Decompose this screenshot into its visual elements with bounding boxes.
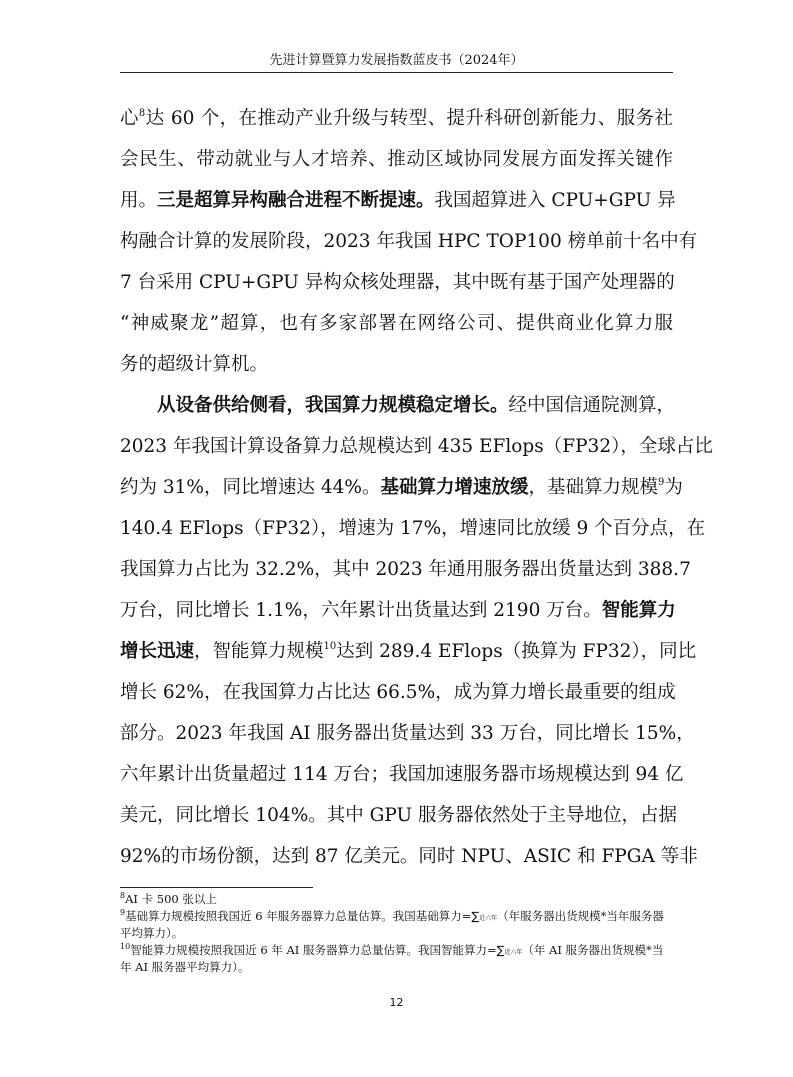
running-header-title: 先进计算暨算力发展指数蓝皮书（2024年） [269, 53, 524, 68]
text-line: 万台，同比增长 1.1%，六年累计出货量达到 2190 万台。智能算力 [120, 600, 676, 621]
text-line: 增长迅速，智能算力规模$^{10}$达到 289.4 EFlops（换算为 FP32），同比 [120, 641, 697, 662]
text-line: 部分。2023 年我国 AI 服务器出货量达到 33 万台，同比增长 15%， [120, 723, 695, 744]
paragraph-2 [120, 385, 713, 877]
bold-heading-intelligent-compute: 智能算力 [601, 600, 676, 621]
bold-heading-supercomputing: 三是超算异构融合进程不断提速。 [157, 190, 435, 211]
text-line: 2023 年我国计算设备算力总规模达到 435 EFlops（FP32），全球占比 [120, 436, 713, 457]
body-text [120, 98, 713, 877]
summation-symbol: ∑近六年 [471, 908, 498, 923]
text-line: 增长 62%，在我国算力占比达 66.5%，成为算力增长最重要的组成 [120, 682, 676, 703]
footnote-ref-9[interactable]: 9 [658, 477, 665, 488]
footnote-ref-10[interactable]: 10 [323, 641, 337, 652]
bold-heading-rapid-growth: 增长迅速 [120, 641, 195, 662]
text-line: 约为 31%，同比增速达 44%。基础算力增速放缓，基础算力规模$^9$为 [120, 477, 683, 498]
bold-heading-basic-compute: 基础算力增速放缓 [380, 477, 529, 498]
bold-heading-supply-side: 从设备供给侧看，我国算力规模稳定增长。 [157, 395, 509, 416]
header-rule [120, 72, 673, 73]
footnote-8: $^8$AI 卡 500 张以上 [120, 891, 217, 906]
paragraph-1 [120, 98, 698, 385]
footnote-ref-8[interactable]: 8 [138, 108, 146, 119]
footnote-10: $^{10}$智能算力规模按照我国近 6 年 AI 服务器算力总量估算。我国智能算力=∑近六年（年 AI 服务器出货规模*当年 AI 服务器平均算力）。 [120, 941, 664, 974]
text-line: 构融合计算的发展阶段，2023 年我国 HPC TOP100 榜单前十名中有 [120, 231, 698, 252]
text-line: 会民生、带动就业与人才培养、推动区域协同发展方面发挥关键作 [120, 149, 673, 170]
text-line: 美元，同比增长 104%。其中 GPU 服务器依然处于主导地位，占据 [120, 805, 678, 826]
text-line: “神威聚龙”超算，也有多家部署在网络公司、提供商业化算力服 [120, 313, 673, 334]
text-line: 从设备供给侧看，我国算力规模稳定增长。经中国信通院测算， [157, 395, 676, 416]
text-line: 92%的市场份额，达到 87 亿美元。同时 NPU、ASIC 和 FPGA 等非 [120, 846, 698, 867]
text-line: 六年累计出货量超过 114 万台；我国加速服务器市场规模达到 94 亿 [120, 764, 684, 785]
text-line: 心$^8$达 60 个，在推动产业升级与转型、提升科研创新能力、服务社 [120, 108, 673, 129]
footnotes [120, 892, 673, 977]
footnote-rule [120, 887, 313, 888]
text-line: 140.4 EFlops（FP32），增速为 17%，增速同比放缓 9 个百分点，在 [120, 518, 706, 539]
text-line: 务的超级计算机。 [120, 354, 269, 375]
footnote-9: $^9$基础算力规模按照我国近 6 年服务器算力总量估算。我国基础算力=∑近六年（年服务器出货规模*当年服务器平均算力）。 [120, 907, 664, 940]
text-line: 用。三是超算异构融合进程不断提速。我国超算进入 CPU+GPU 异 [120, 190, 676, 211]
page-number: 12 [389, 996, 404, 1009]
text-line: 我国算力占比为 32.2%，其中 2023 年通用服务器出货量达到 388.7 [120, 559, 691, 580]
summation-symbol: ∑近六年 [496, 942, 523, 957]
running-header [120, 52, 673, 70]
text-line: 7 台采用 CPU+GPU 异构众核处理器，其中既有基于国产处理器的 [120, 272, 675, 293]
